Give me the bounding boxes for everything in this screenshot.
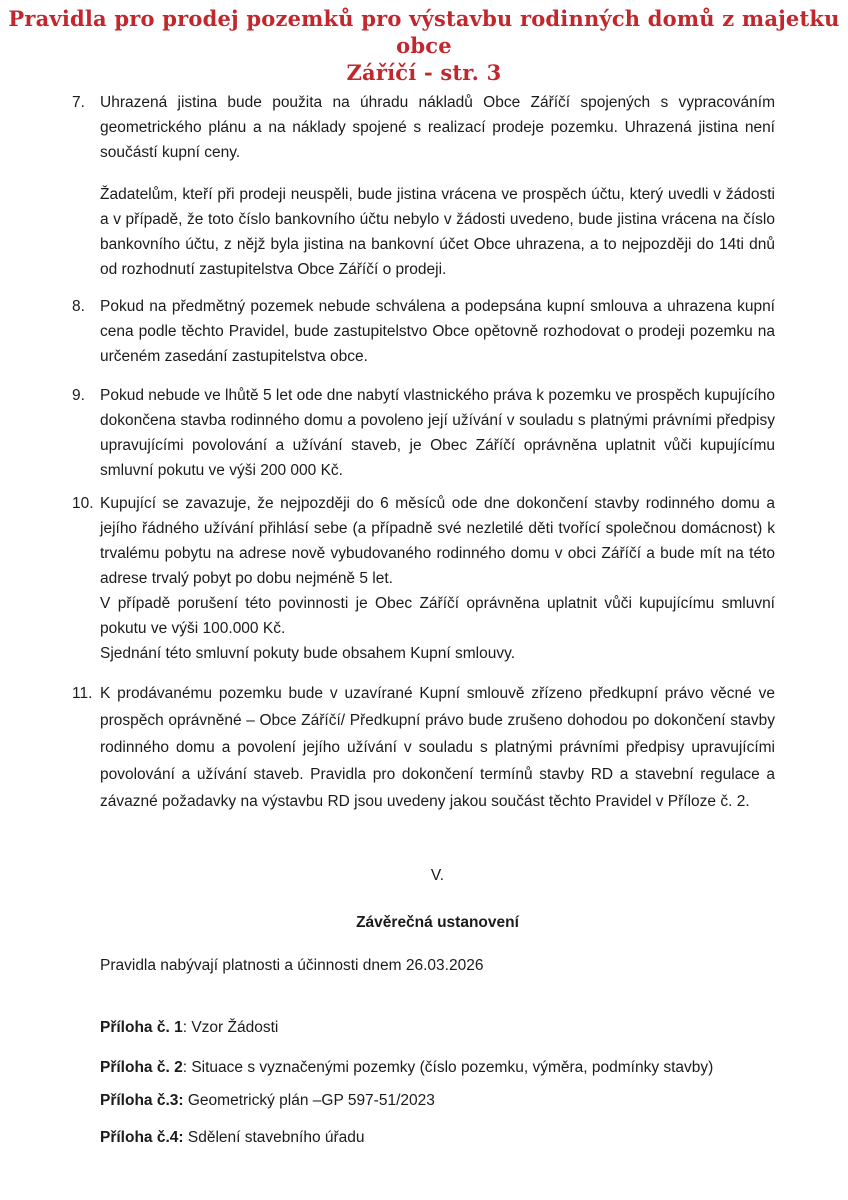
attachment-3-text: Geometrický plán –GP 597-51/2023 bbox=[183, 1092, 435, 1109]
item-9-text: Pokud nebude ve lhůtě 5 let ode dne nabytí vlastnického práva k pozemku ve prospěch kupujícího dokončena stavba rodinného domu a povoleno její užívání v souladu s platnými právními předpisy upravujícími povolování a užívání staveb, je Obec Záříčí oprávněna uplatnit vůči kupujícímu smluvní pokutu ve výši 200 000 Kč. bbox=[100, 387, 775, 479]
list-item-11 bbox=[72, 680, 775, 815]
document-body bbox=[0, 90, 848, 1150]
attachment-1-text: : Vzor Žádosti bbox=[182, 1019, 279, 1036]
item-9-number: 9. bbox=[72, 387, 85, 404]
section-numeral: V. bbox=[430, 867, 445, 884]
item-10-text: Kupující se zavazuje, že nejpozději do 6 měsíců ode dne dokončení stavby rodinného domu a jejího řádného užívání přihlásí sebe (a případně své nezletilé děti tvořící společnou domácnost) k trvalému pobytu na adrese nově vybudovaného rodinného domu v obci Záříčí a bude mít na této adrese trvalý pobyt po dobu nejméně 5 let. bbox=[100, 495, 775, 587]
item-7-text: Uhrazená jistina bude použita na úhradu nákladů Obce Záříčí spojených s vypracováním geometrického plánu a na náklady spojené s realizací prodeje pozemku. Uhrazená jistina není součástí kupní ceny. bbox=[100, 94, 775, 161]
attachment-1-label: Příloha č. 1 bbox=[100, 1019, 183, 1036]
list-item-8 bbox=[72, 294, 775, 369]
item-8-text: Pokud na předmětný pozemek nebude schválena a podepsána kupní smlouva a uhrazena kupní cena podle těchto Pravidel, bude zastupitelstvo Obce opětovně rozhodovat o prodeji pozemku na určeném zasedání zastupitelstva obce. bbox=[100, 298, 775, 365]
attachment-2-text: : Situace s vyznačenými pozemky (číslo pozemku, výměra, podmínky stavby) bbox=[182, 1059, 714, 1076]
item-7-number: 7. bbox=[72, 94, 85, 111]
item-8-number: 8. bbox=[72, 298, 85, 315]
closing-provisions-heading: Závěrečná ustanovení bbox=[356, 914, 519, 931]
attachment-2 bbox=[100, 1055, 762, 1080]
item-10-number: 10. bbox=[72, 495, 94, 512]
item-10-contract-note: Sjednání této smluvní pokuty bude obsahem Kupní smlouvy. bbox=[100, 645, 516, 662]
attachment-3-label: Příloha č.3: bbox=[100, 1092, 184, 1109]
effective-date-line: Pravidla nabývají platnosti a účinnosti dnem 26.03.2026 bbox=[100, 957, 484, 974]
attachment-2-label: Příloha č. 2 bbox=[100, 1059, 183, 1076]
title-line-1: Pravidla pro prodej pozemků pro výstavbu rodinných domů z majetku obce bbox=[8, 6, 840, 58]
attachment-4-text: Sdělení stavebního úřadu bbox=[183, 1129, 365, 1146]
attachment-4 bbox=[100, 1125, 775, 1150]
item-11-text: K prodávanému pozemku bude v uzavírané Kupní smlouvě zřízeno předkupní právo věcné ve prospěch oprávněné – Obce Záříčí/ Předkupní právo bude zrušeno dohodou po dokončení stavby rodinného domu a povolení jejího užívání v souladu s platnými právními předpisy upravujícími povolování a užívání staveb. Pravidla pro dokončení termínů stavby RD a stavební regulace a závazné požadavky na výstavbu RD jsou uvedeny jakou součást těchto Pravidel v Příloze č. 2. bbox=[100, 685, 775, 810]
document-title bbox=[0, 0, 848, 86]
item-11-number: 11. bbox=[72, 685, 93, 702]
list-item-10 bbox=[72, 491, 775, 666]
item-7-continuation: Žadatelům, kteří při prodeji neuspěli, bude jistina vrácena ve prospěch účtu, který uvedli v žádosti a v případě, že toto číslo bankovního účtu nebylo v žádosti uvedeno, bude jistina vrácena na číslo bankovního účtu, z nějž byla jistina na bankovní účet Obce uhrazena, a to nejpozději do 14ti dnů od rozhodnutí zastupitelstva Obce Záříčí o prodeji. bbox=[100, 186, 775, 278]
title-line-2: Záříčí - str. 3 bbox=[346, 60, 502, 85]
item-10-penalty-clause: V případě porušení této povinnosti je Obec Záříčí oprávněna uplatnit vůči kupujícímu smluvní pokutu ve výši 100.000 Kč. bbox=[100, 595, 775, 637]
list-item-7 bbox=[72, 90, 775, 282]
attachment-4-label: Příloha č.4: bbox=[100, 1129, 184, 1146]
list-item-9 bbox=[72, 383, 775, 483]
attachment-1 bbox=[100, 1015, 775, 1040]
attachment-3 bbox=[100, 1088, 775, 1113]
